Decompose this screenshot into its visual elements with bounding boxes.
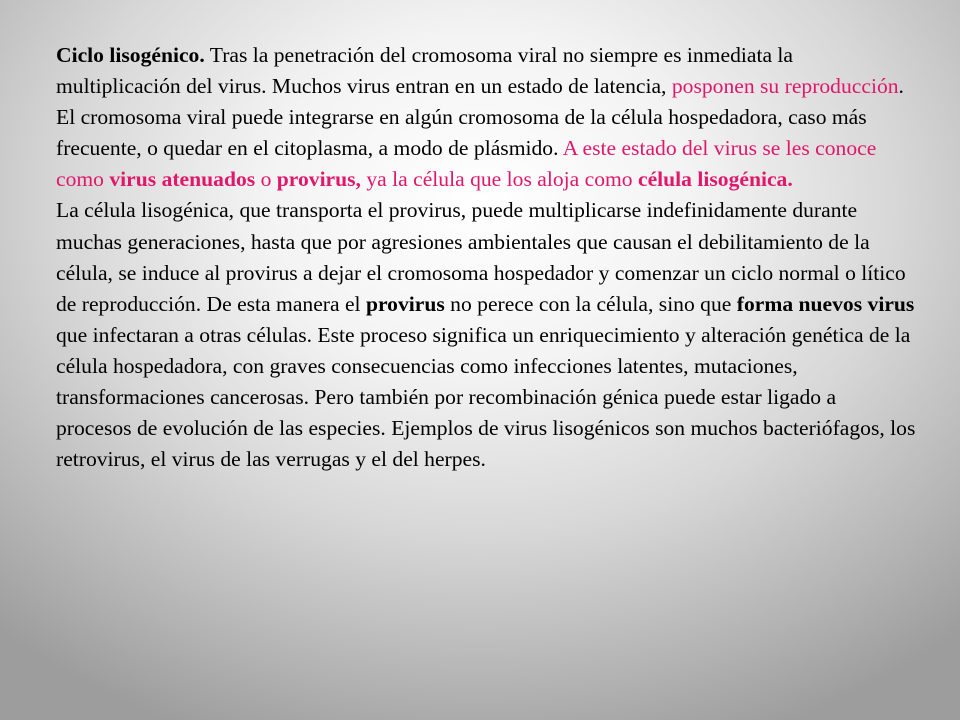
highlight-text: ya la célula que los aloja como bbox=[360, 167, 638, 192]
highlight-text: posponen su reproducción bbox=[671, 74, 899, 99]
paragraph-lysogenic-cycle bbox=[56, 40, 916, 195]
paragraph-title: Ciclo lisogénico. bbox=[56, 43, 205, 67]
paragraph-lysogenic-cell bbox=[56, 195, 916, 475]
bold-term: forma nuevos virus bbox=[736, 291, 915, 316]
text-run: no perece con la célula, sino que bbox=[444, 291, 737, 316]
text-run: . El cromosoma viral puede integrarse en algún cromosoma de la célula hospedadora, caso más frecuente, o quedar en el citoplasma, a modo de plásmido. bbox=[56, 74, 904, 161]
highlight-term: célula lisogénica. bbox=[638, 167, 793, 192]
slide-text-box bbox=[56, 40, 916, 475]
text-run: La célula lisogénica, que transporta el provirus, puede multiplicarse indefinidamente durante muchas generaciones, hasta que por agresiones ambientales que causan el debilitamiento de la célula, se induce al provirus a dejar el cromosoma hospedador y comenzar un ciclo normal o lítico de reproducción. De esta manera el bbox=[56, 198, 906, 316]
bold-term: provirus bbox=[365, 291, 445, 316]
highlight-term: virus atenuados bbox=[109, 167, 256, 192]
text-run: que infectaran a otras células. Este proceso significa un enriquecimiento y alteración genética de la célula hospedadora, con graves consecuencias como infecciones latentes, mutaciones, transformaciones cancerosas. Pero también por recombinación génica puede estar ligado a procesos de evolución de las especies. Ejemplos de virus lisogénicos son muchos bacteriófagos, los retrovirus, el virus de las verrugas y el del herpes. bbox=[56, 322, 916, 472]
text-run: Tras la penetración del cromosoma viral no siempre es inmediata la multiplicación del virus. Muchos virus entran en un estado de latencia, bbox=[56, 43, 794, 99]
highlight-term: provirus, bbox=[276, 167, 361, 192]
highlight-text: o bbox=[255, 167, 277, 192]
highlight-text: A este estado del virus se les conoce como bbox=[56, 136, 877, 192]
